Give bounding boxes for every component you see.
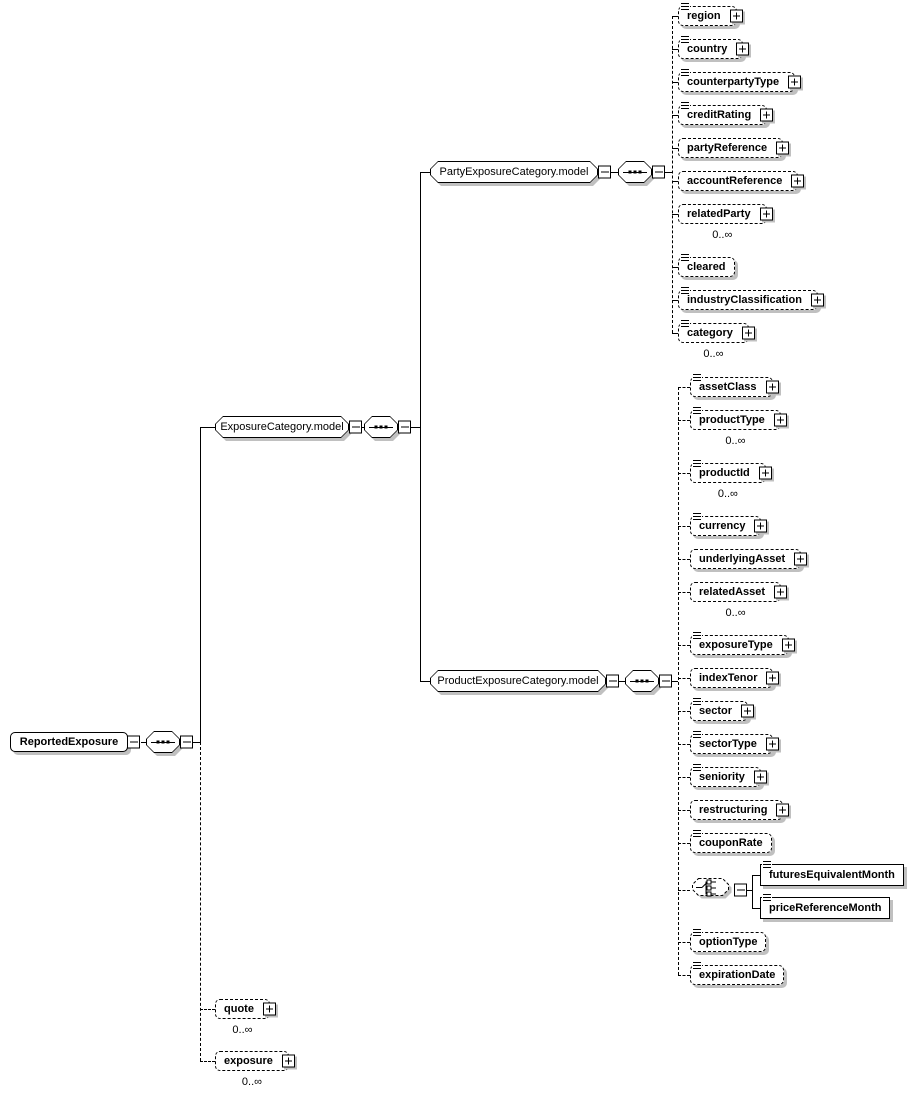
connector-line xyxy=(678,744,690,745)
element-label: sectorType xyxy=(699,738,757,750)
element-futures-equivalent-month[interactable] xyxy=(760,864,904,886)
element-expiration-date[interactable] xyxy=(690,965,784,985)
model-group-product-exposure-category[interactable] xyxy=(430,670,606,692)
element-country[interactable] xyxy=(678,39,743,59)
element-label: exposure xyxy=(224,1055,273,1067)
connector-line xyxy=(200,1009,215,1010)
expand-icon[interactable] xyxy=(776,142,789,155)
connector-line xyxy=(678,810,690,811)
connector-line xyxy=(678,473,690,474)
element-label: creditRating xyxy=(687,109,752,121)
expand-icon[interactable] xyxy=(766,672,779,685)
collapse-icon[interactable] xyxy=(398,421,411,434)
occurs-label: 0..∞ xyxy=(712,229,733,241)
connector-line xyxy=(411,427,420,428)
connector-line xyxy=(420,172,430,173)
element-related-party[interactable] xyxy=(678,204,767,241)
element-sector-type[interactable] xyxy=(690,734,773,754)
connector-line xyxy=(752,908,760,909)
connector-line xyxy=(200,1061,215,1062)
element-underlying-asset[interactable] xyxy=(690,549,801,569)
expand-icon[interactable] xyxy=(766,381,779,394)
collapse-icon[interactable] xyxy=(180,736,193,749)
connector-line xyxy=(678,678,690,679)
connector-line xyxy=(200,427,201,742)
connector-line xyxy=(678,777,690,778)
element-cleared[interactable] xyxy=(678,257,735,277)
expand-icon[interactable] xyxy=(760,109,773,122)
connector-line xyxy=(678,645,690,646)
element-label: sector xyxy=(699,705,733,717)
element-exposure[interactable] xyxy=(215,1051,289,1088)
expand-icon[interactable] xyxy=(742,327,755,340)
occurs-label: 0..∞ xyxy=(725,607,746,619)
element-label: cleared xyxy=(687,261,726,273)
connector-line xyxy=(678,942,690,943)
element-label: productType xyxy=(699,414,765,426)
expand-icon[interactable] xyxy=(776,804,789,817)
element-label: assetClass xyxy=(699,381,757,393)
element-label: currency xyxy=(699,520,746,532)
connector-line xyxy=(678,387,690,388)
connector-line xyxy=(420,172,421,681)
connector-line xyxy=(200,427,215,428)
expand-icon[interactable] xyxy=(811,294,824,307)
element-label: quote xyxy=(224,1003,254,1015)
expand-icon[interactable] xyxy=(788,76,801,89)
expand-icon[interactable] xyxy=(754,771,767,784)
connector-line xyxy=(752,875,760,876)
element-account-reference[interactable] xyxy=(678,171,798,191)
collapse-icon[interactable] xyxy=(606,675,619,688)
element-label: expirationDate xyxy=(699,969,776,981)
choice-icon[interactable] xyxy=(690,877,734,903)
element-industry-classification[interactable] xyxy=(678,290,818,310)
expand-icon[interactable] xyxy=(760,208,773,221)
collapse-icon[interactable] xyxy=(659,675,672,688)
element-label: relatedAsset xyxy=(699,586,766,598)
element-reported-exposure[interactable] xyxy=(10,732,128,752)
connector-line xyxy=(678,890,690,891)
connector-line xyxy=(200,742,201,1061)
element-label: country xyxy=(687,43,728,55)
expand-icon[interactable] xyxy=(782,639,795,652)
expand-icon[interactable] xyxy=(774,586,787,599)
occurs-label: 0..∞ xyxy=(725,435,746,447)
element-seniority[interactable] xyxy=(690,767,761,787)
element-index-tenor[interactable] xyxy=(690,668,773,688)
annotation-icon xyxy=(762,860,772,869)
occurs-label: 0..∞ xyxy=(703,348,724,360)
expand-icon[interactable] xyxy=(736,43,749,56)
collapse-icon[interactable] xyxy=(598,166,611,179)
element-label: industryClassification xyxy=(687,294,802,306)
element-related-asset[interactable] xyxy=(690,582,781,619)
connector-line xyxy=(678,975,690,976)
occurs-label: 0..∞ xyxy=(241,1076,262,1088)
element-label: priceReferenceMonth xyxy=(769,902,882,914)
occurs-label: 0..∞ xyxy=(232,1024,253,1036)
element-product-type[interactable] xyxy=(690,410,781,447)
element-label: exposureType xyxy=(699,639,773,651)
model-group-exposure-category[interactable] xyxy=(215,416,349,438)
element-category[interactable] xyxy=(678,323,749,360)
element-exposure-type[interactable] xyxy=(690,635,789,655)
element-label: productId xyxy=(699,467,750,479)
connector-line xyxy=(611,172,618,173)
element-credit-rating[interactable] xyxy=(678,105,767,125)
expand-icon[interactable] xyxy=(766,738,779,751)
element-label: accountReference xyxy=(687,175,783,187)
expand-icon[interactable] xyxy=(774,414,787,427)
model-group-label: ExposureCategory.model xyxy=(220,421,344,433)
expand-icon[interactable] xyxy=(754,520,767,533)
model-group-party-exposure-category[interactable] xyxy=(430,161,598,183)
element-label: futuresEquivalentMonth xyxy=(769,869,895,881)
collapse-icon[interactable] xyxy=(734,884,747,897)
element-sector[interactable] xyxy=(690,701,748,721)
element-label: indexTenor xyxy=(699,672,758,684)
connector-line xyxy=(678,843,690,844)
element-label: couponRate xyxy=(699,837,763,849)
model-group-label: PartyExposureCategory.model xyxy=(439,166,589,178)
element-label: seniority xyxy=(699,771,745,783)
sequence-icon[interactable] xyxy=(625,670,659,692)
connector-line xyxy=(678,526,690,527)
element-option-type[interactable] xyxy=(690,932,766,952)
connector-line xyxy=(672,16,673,333)
connector-line xyxy=(678,592,690,593)
collapse-icon[interactable] xyxy=(652,166,665,179)
element-region[interactable] xyxy=(678,6,737,26)
occurs-label: 0..∞ xyxy=(717,488,738,500)
element-label: restructuring xyxy=(699,804,768,816)
sequence-icon[interactable] xyxy=(618,161,652,183)
expand-icon[interactable] xyxy=(282,1055,295,1068)
collapse-icon[interactable] xyxy=(127,736,140,749)
element-label: category xyxy=(687,327,733,339)
connector-line xyxy=(420,681,430,682)
element-price-reference-month[interactable] xyxy=(760,897,890,919)
element-label: relatedParty xyxy=(687,208,751,220)
element-counterparty-type[interactable] xyxy=(678,72,795,92)
connector-line xyxy=(678,420,690,421)
model-group-label: ProductExposureCategory.model xyxy=(437,675,599,687)
element-label: ReportedExposure xyxy=(19,736,119,748)
expand-icon[interactable] xyxy=(791,175,804,188)
expand-icon[interactable] xyxy=(759,467,772,480)
element-label: counterpartyType xyxy=(687,76,780,88)
connector-line xyxy=(665,172,672,173)
element-label: underlyingAsset xyxy=(699,553,786,565)
expand-icon[interactable] xyxy=(794,553,807,566)
connector-line xyxy=(678,559,690,560)
element-coupon-rate[interactable] xyxy=(690,833,772,853)
element-restructuring[interactable] xyxy=(690,800,783,820)
element-currency[interactable] xyxy=(690,516,761,536)
expand-icon[interactable] xyxy=(263,1003,276,1016)
annotation-icon xyxy=(762,893,772,902)
sequence-icon[interactable] xyxy=(364,416,398,438)
element-quote[interactable] xyxy=(215,999,270,1036)
element-party-reference[interactable] xyxy=(678,138,783,158)
collapse-icon[interactable] xyxy=(349,421,362,434)
connector-line xyxy=(678,387,679,975)
expand-icon[interactable] xyxy=(741,705,754,718)
expand-icon[interactable] xyxy=(730,10,743,23)
connector-line xyxy=(193,742,200,743)
connector-line xyxy=(752,875,753,908)
element-product-id[interactable] xyxy=(690,463,766,500)
element-label: region xyxy=(687,10,721,22)
connector-line xyxy=(678,711,690,712)
sequence-icon[interactable] xyxy=(146,731,180,753)
element-label: partyReference xyxy=(687,142,768,154)
element-label: optionType xyxy=(699,936,758,948)
element-asset-class[interactable] xyxy=(690,377,773,397)
